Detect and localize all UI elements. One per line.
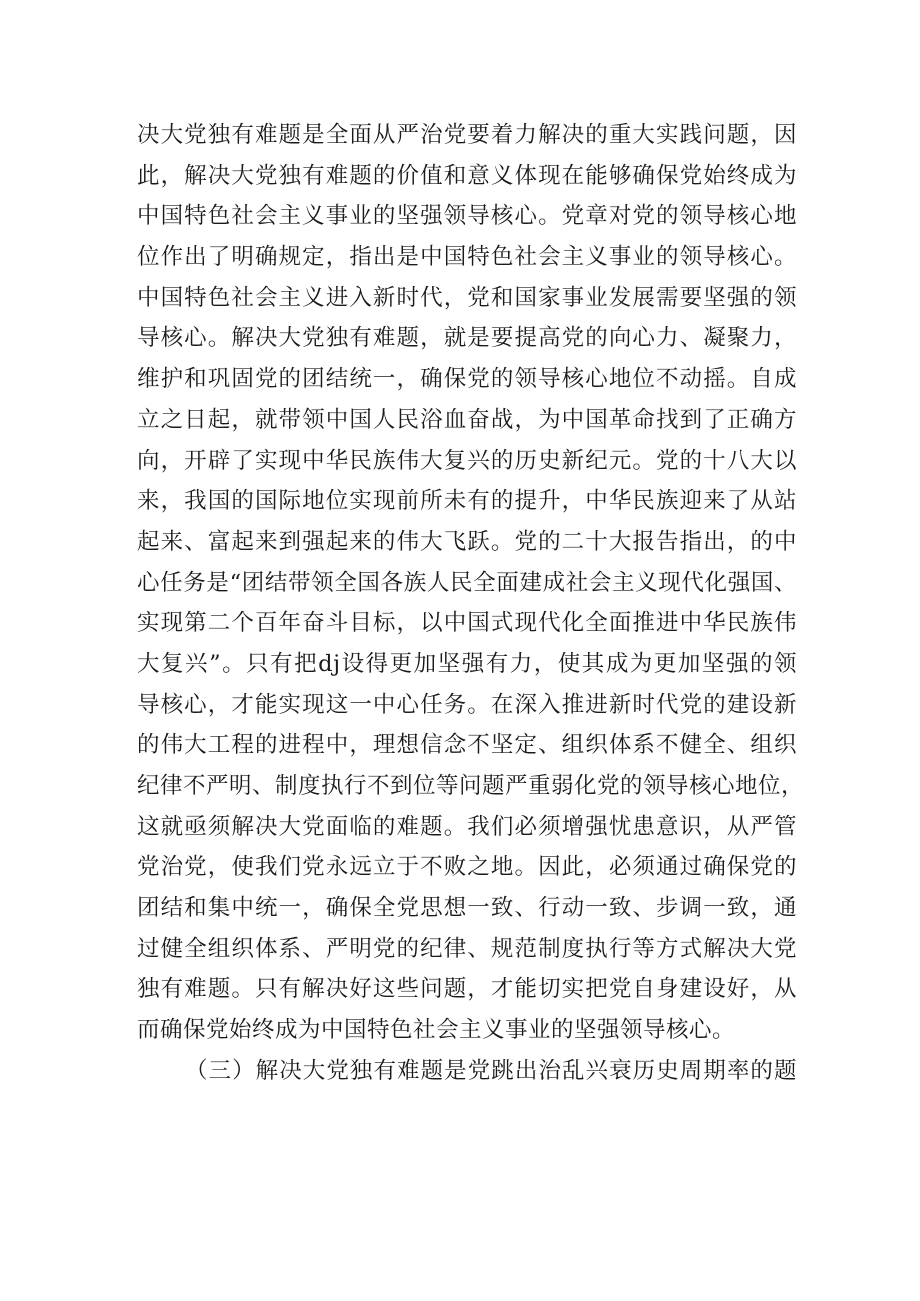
text-line: 导核心，才能实现这一中心任务。在深入推进新时代党的建设新 xyxy=(137,691,797,718)
text-line: 向，开辟了实现中华民族伟大复兴的历史新纪元。党的十八大以 xyxy=(137,447,797,474)
text-line: 起来、富起来到强起来的伟大飞跃。党的二十大报告指出，的中 xyxy=(137,528,797,555)
text-line: 中国特色社会主义事业的坚强领导核心。党章对党的领导核心地 xyxy=(137,203,797,230)
text-line: 来，我国的国际地位实现前所未有的提升，中华民族迎来了从站 xyxy=(137,488,797,515)
text-line: 中国特色社会主义进入新时代，党和国家事业发展需要坚强的领 xyxy=(137,284,797,311)
text-line: 纪律不严明、制度执行不到位等问题严重弱化党的领导核心地位， xyxy=(137,773,805,799)
text-line: 立之日起，就带领中国人民浴血奋战，为中国革命找到了正确方 xyxy=(137,406,797,433)
text-line: 决大党独有难题是全面从严治党要着力解决的重大实践问题，因 xyxy=(137,122,797,148)
text-line: 党治党，使我们党永远立于不败之地。因此，必须通过确保党的 xyxy=(137,854,797,881)
text-line: 维护和巩固党的团结统一，确保党的领导核心地位不动摇。自成 xyxy=(137,366,797,393)
text-line: 独有难题。只有解决好这些问题，才能切实把党自身建设好，从 xyxy=(137,976,797,1003)
text-line: 过健全组织体系、严明党的纪律、规范制度执行等方式解决大党 xyxy=(137,935,797,962)
text-line: 而确保党始终成为中国特色社会主义事业的坚强领导核心。 xyxy=(137,1017,736,1044)
text-line: 这就亟须解决大党面临的难题。我们必须增强忧患意识，从严管 xyxy=(137,813,797,840)
text-line: 此，解决大党独有难题的价值和意义体现在能够确保党始终成为 xyxy=(137,162,797,189)
body-text xyxy=(137,115,805,1092)
text-line: 导核心。解决大党独有难题，就是要提高党的向心力、凝聚力， xyxy=(137,325,797,352)
text-line: 大复兴”。只有把dj设得更加坚强有力，使其成为更加坚强的领 xyxy=(137,650,797,677)
text-line: 实现第二个百年奋斗目标，以中国式现代化全面推进中华民族伟 xyxy=(137,610,797,637)
text-line: 位作出了明确规定，指出是中国特色社会主义事业的领导核心。 xyxy=(137,244,797,271)
text-line: 团结和集中统一，确保全党思想一致、行动一致、步调一致，通 xyxy=(137,895,797,922)
section-heading: （三）解决大党独有难题是党跳出治乱兴衰历史周期率的题 xyxy=(185,1057,797,1084)
text-line: 心任务是“团结带领全国各族人民全面建成社会主义现代化强国、 xyxy=(137,569,797,596)
text-line: 的伟大工程的进程中，理想信念不坚定、组织体系不健全、组织 xyxy=(137,732,797,759)
